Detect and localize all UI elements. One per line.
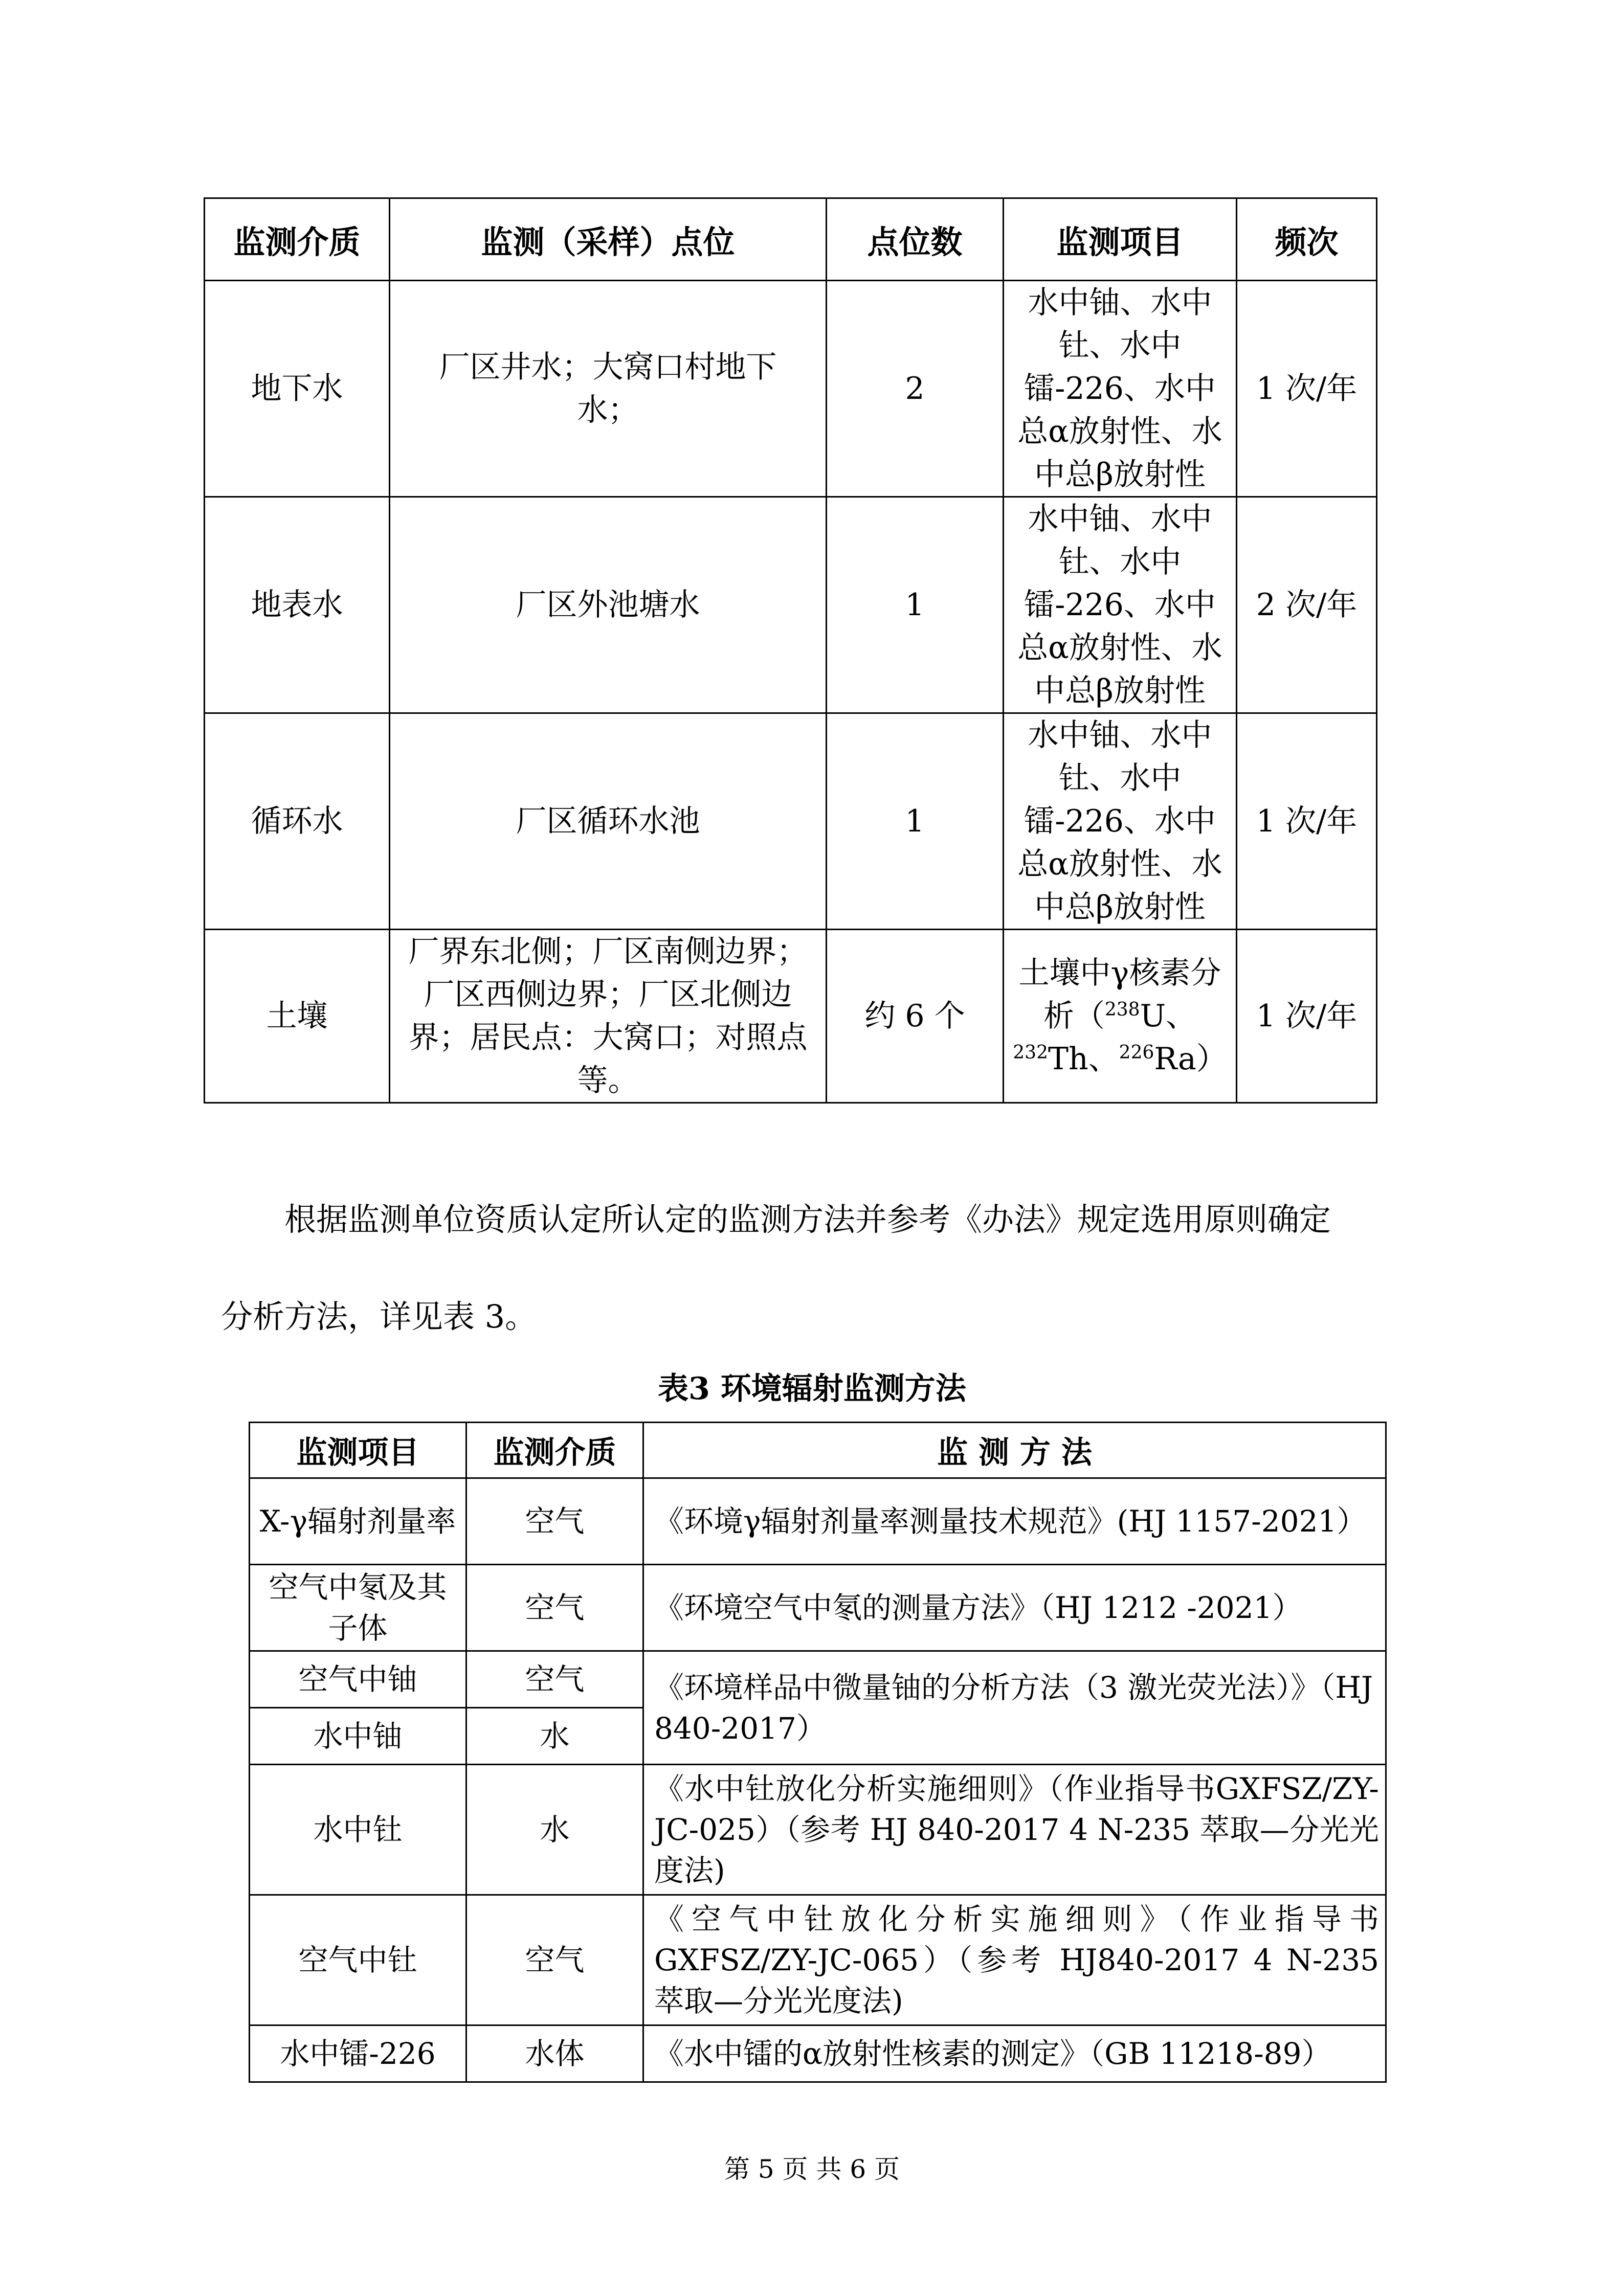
- superscript: 238: [1104, 999, 1140, 1020]
- cell-item: X-γ辐射剂量率: [250, 1478, 466, 1565]
- cell-items: [1004, 930, 1237, 1103]
- monitoring-methods-table: [249, 1422, 1387, 2083]
- cell-item: 水中铀: [250, 1708, 466, 1765]
- header-medium: 监测介质: [466, 1423, 643, 1478]
- cell-item: 空气中氡及其子体: [250, 1565, 466, 1651]
- cell-method: 《水中镭的α放射性核素的测定》（GB 11218-89）: [643, 2025, 1386, 2082]
- cell-points: 厂区循环水池: [390, 713, 827, 930]
- superscript: 232: [1013, 1042, 1048, 1063]
- table-header-row: [250, 1423, 1386, 1478]
- element-text: U、: [1140, 998, 1197, 1034]
- cell-medium: 空气: [466, 1895, 643, 2025]
- body-paragraph-line1: 根据监测单位资质认定所认定的监测方法并参考《办法》规定选用原则确定: [284, 1201, 1331, 1238]
- table-row: [205, 713, 1377, 930]
- table-row: [250, 1765, 1386, 1895]
- cell-method: 《环境空气中氡的测量方法》（HJ 1212 -2021）: [643, 1565, 1386, 1651]
- table-row: [205, 930, 1377, 1103]
- cell-medium: 水: [466, 1765, 643, 1895]
- cell-medium: 循环水: [205, 713, 390, 930]
- table-row: [250, 1895, 1386, 2025]
- table-row: [250, 2025, 1386, 2082]
- table-row: [205, 497, 1377, 713]
- cell-method: 《空气中钍放化分析实施细则》（作业指导书GXFSZ/ZY-JC-065）（参考 HJ840-2017 4 N-235 萃取—分光光度法): [643, 1895, 1386, 2025]
- header-monitoring-item: 监测项目: [250, 1423, 466, 1478]
- cell-method: 《环境γ辐射剂量率测量技术规范》(HJ 1157-2021）: [643, 1478, 1386, 1565]
- cell-medium: 空气: [466, 1565, 643, 1651]
- table-row: [250, 1651, 1386, 1708]
- monitoring-points-table: [204, 197, 1377, 1104]
- cell-points: 厂区外池塘水: [390, 497, 827, 713]
- header-monitoring-items: 监测项目: [1004, 198, 1237, 281]
- cell-frequency: 1 次/年: [1237, 713, 1377, 930]
- cell-medium: 空气: [466, 1651, 643, 1708]
- cell-points: 厂区井水；大窝口村地下水；: [390, 281, 827, 497]
- cell-method: 《环境样品中微量铀的分析方法（3 激光荧光法）》（HJ 840-2017）: [643, 1651, 1386, 1765]
- cell-item: 水中钍: [250, 1765, 466, 1895]
- cell-items: 水中铀、水中钍、水中镭-226、水中总α放射性、水中总β放射性: [1004, 713, 1237, 930]
- cell-medium: 土壤: [205, 930, 390, 1103]
- table-row: [205, 281, 1377, 497]
- cell-count: 约 6 个: [827, 930, 1004, 1103]
- cell-item: 水中镭-226: [250, 2025, 466, 2082]
- body-paragraph-line2: 分析方法，详见表 3。: [221, 1298, 537, 1335]
- superscript: 226: [1119, 1042, 1154, 1063]
- cell-medium: 地表水: [205, 497, 390, 713]
- cell-medium: 水: [466, 1708, 643, 1765]
- cell-medium: 水体: [466, 2025, 643, 2082]
- cell-items: 水中铀、水中钍、水中镭-226、水中总α放射性、水中总β放射性: [1004, 497, 1237, 713]
- cell-item: 空气中铀: [250, 1651, 466, 1708]
- cell-item: 空气中钍: [250, 1895, 466, 2025]
- table3-caption: 表3 环境辐射监测方法: [658, 1371, 966, 1407]
- element-text: Ra）: [1154, 1041, 1227, 1077]
- cell-medium: 地下水: [205, 281, 390, 497]
- header-sampling-point: 监测（采样）点位: [390, 198, 827, 281]
- cell-items: 水中铀、水中钍、水中镭-226、水中总α放射性、水中总β放射性: [1004, 281, 1237, 497]
- header-medium: 监测介质: [205, 198, 390, 281]
- header-frequency: 频次: [1237, 198, 1377, 281]
- cell-method: 《水中钍放化分析实施细则》（作业指导书GXFSZ/ZY-JC-025）（参考 HJ 840-2017 4 N-235 萃取—分光光度法): [643, 1765, 1386, 1895]
- element-text: Th、: [1048, 1041, 1119, 1077]
- cell-count: 2: [827, 281, 1004, 497]
- cell-count: 1: [827, 497, 1004, 713]
- table-row: [250, 1478, 1386, 1565]
- cell-count: 1: [827, 713, 1004, 930]
- cell-medium: 空气: [466, 1478, 643, 1565]
- cell-frequency: 1 次/年: [1237, 930, 1377, 1103]
- cell-frequency: 1 次/年: [1237, 281, 1377, 497]
- items-text: 土壤中γ核素分析（: [1018, 955, 1221, 1034]
- table-header-row: [205, 198, 1377, 281]
- page-footer: 第 5 页 共 6 页: [724, 2154, 900, 2184]
- table-row: [250, 1565, 1386, 1651]
- cell-points: 厂界东北侧；厂区南侧边界；厂区西侧边界；厂区北侧边界；居民点：大窝口；对照点等。: [390, 930, 827, 1103]
- header-method: 监 测 方 法: [643, 1423, 1386, 1478]
- header-point-count: 点位数: [827, 198, 1004, 281]
- cell-frequency: 2 次/年: [1237, 497, 1377, 713]
